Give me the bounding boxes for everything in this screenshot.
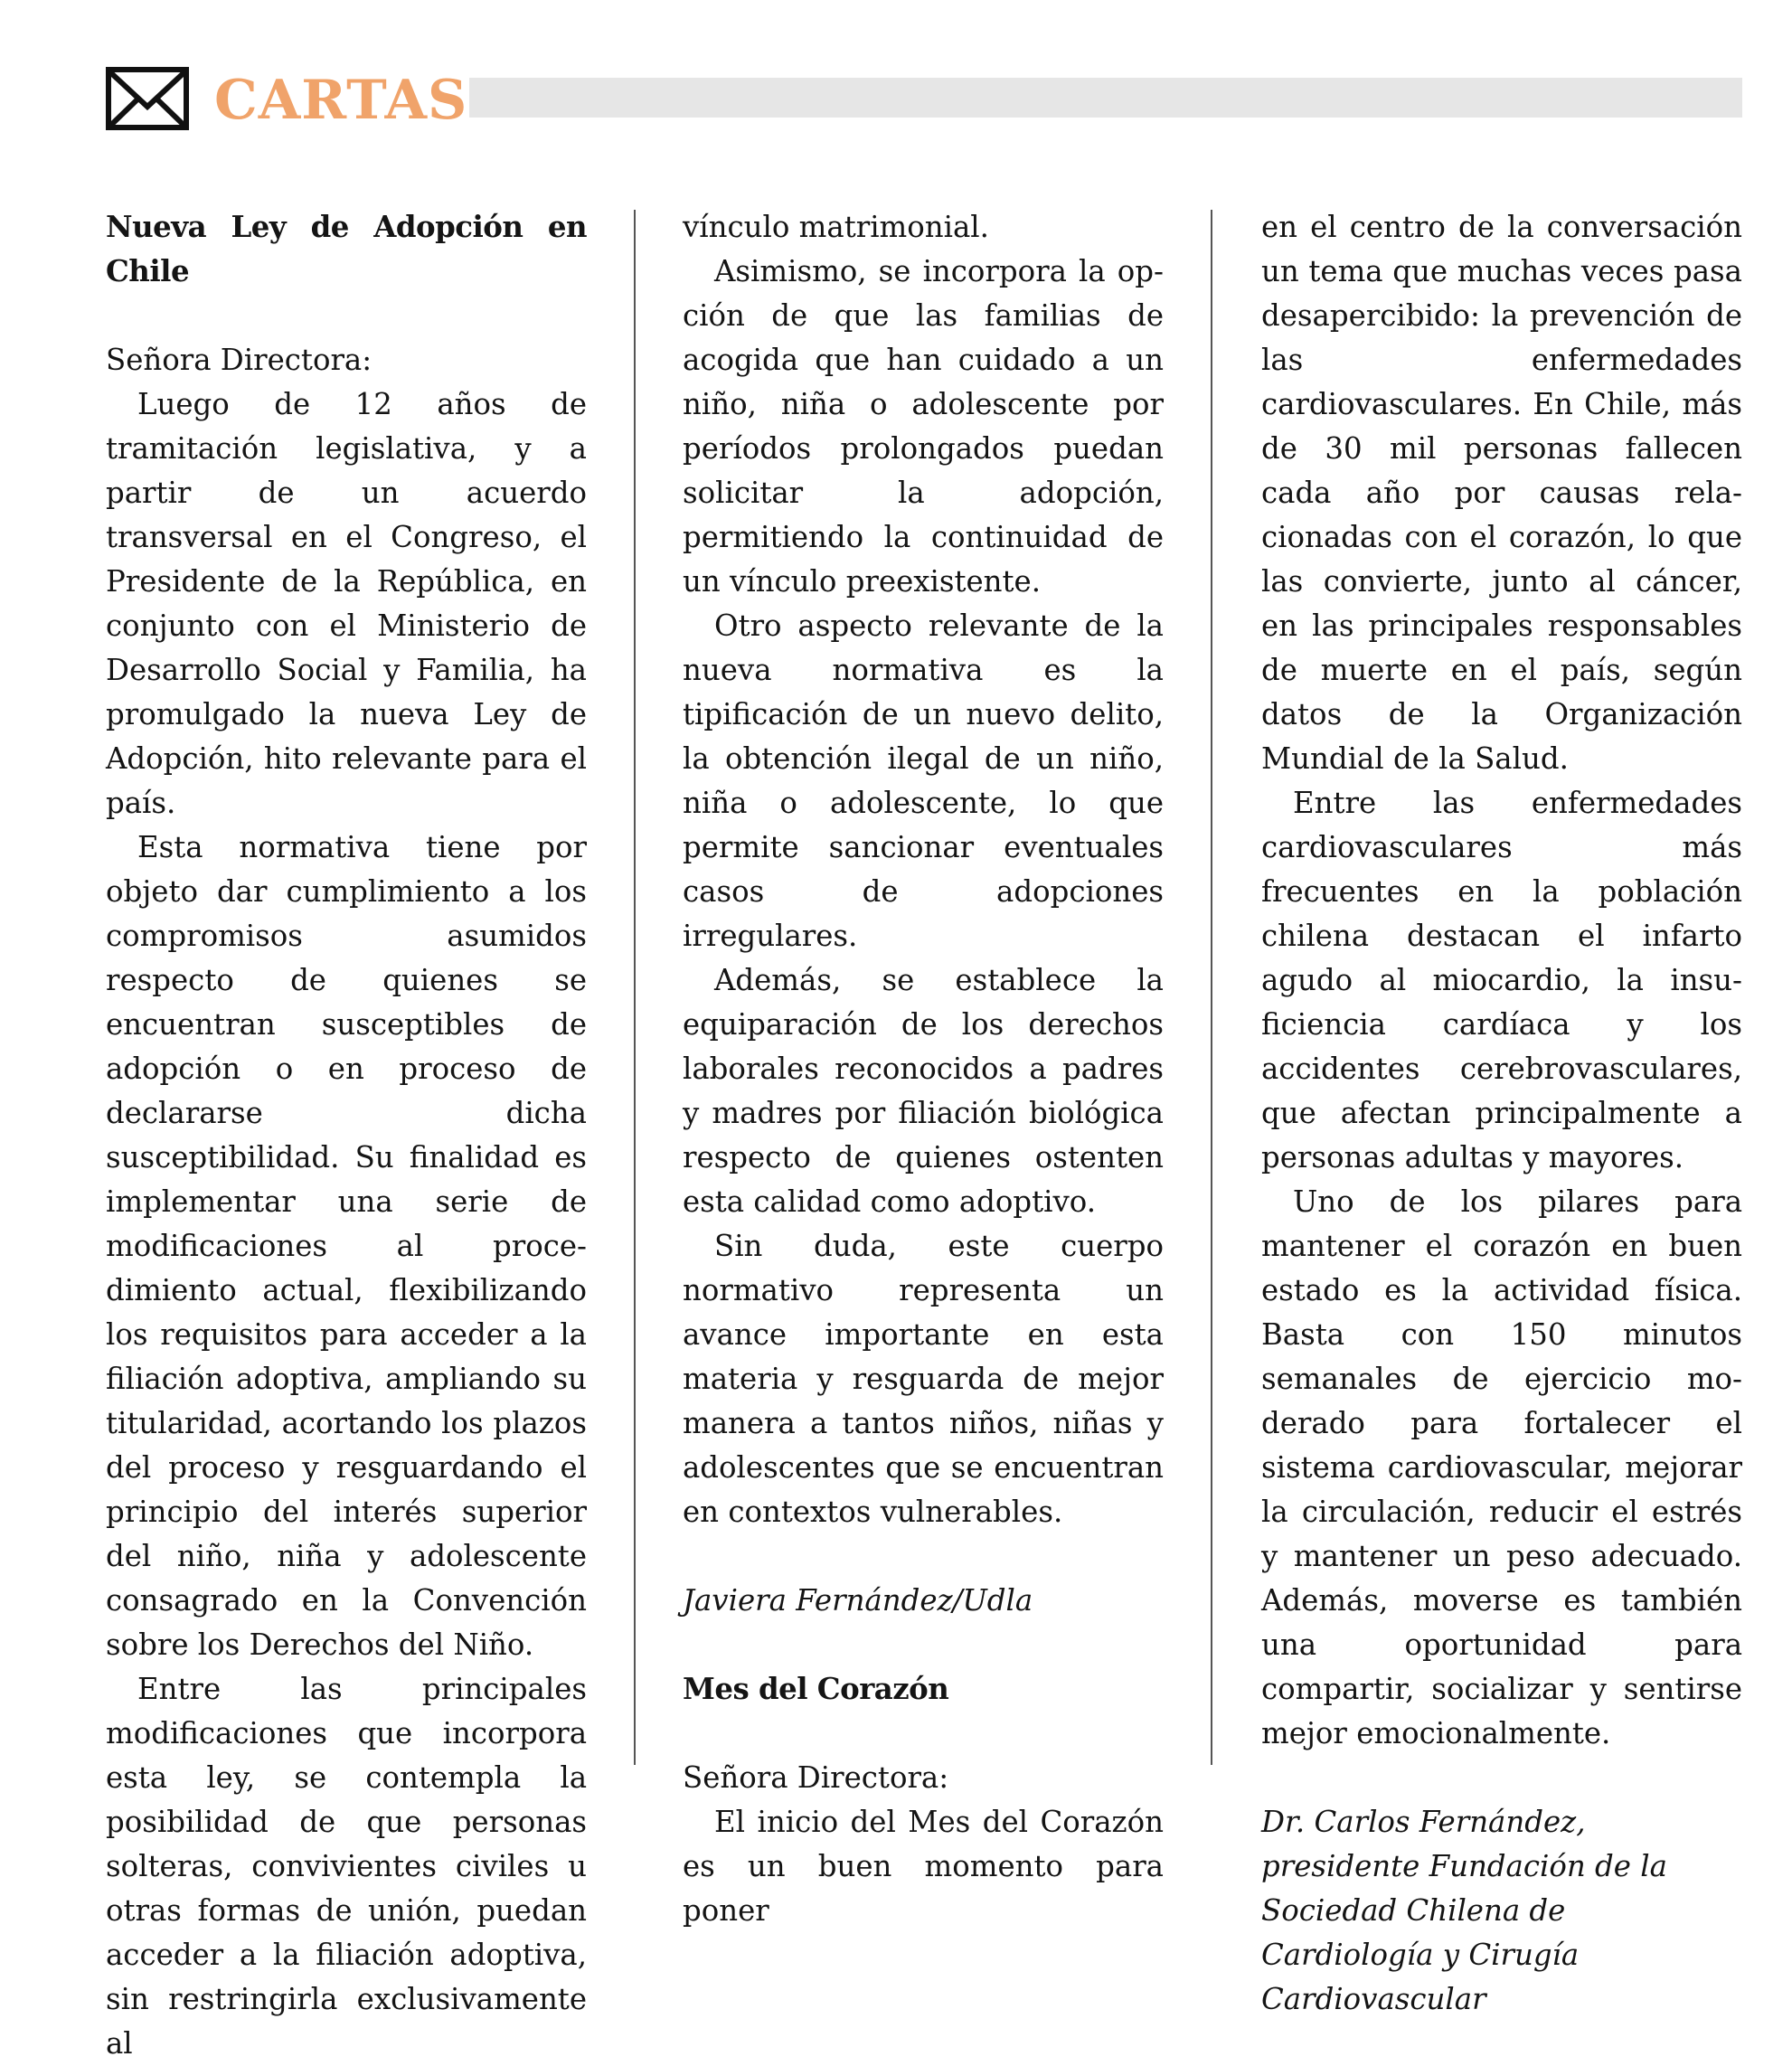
column-3 (1261, 205, 1742, 2016)
letter-heading: Mes del Corazón (683, 1672, 949, 1706)
salutation: Señora Directora: (683, 1760, 949, 1795)
signature: Javiera Fernández/Udla (683, 1583, 1033, 1618)
salutation: Señora Directora: (106, 343, 373, 377)
paragraph: Además, se establece la equiparación de los derechos laborales reconocidos a padres y madres por filiación biológica respecto de quienes ostenten esta calidad como adoptivo. (683, 963, 1164, 1219)
column-1 (106, 205, 587, 2061)
column-2 (683, 205, 1164, 1928)
paragraph: Sin duda, este cuerpo normativo representa un avance importante en esta materia y resguarda de mejor manera a tantos niños, niñas y adolescentes que se encuentran en contextos vulnerables. (683, 1229, 1164, 1529)
paragraph-continued: en el centro de la conversación un tema que muchas veces pasa desapercibido: la prevención de las enfermedades cardiovasculares. En Chile, más de 30 mil personas fallecen cada año por causas relacionadas con el corazón, lo que las convierte, junto al cáncer, en las principales responsables de muerte en el país, según datos de la Organización Mundial de la Salud. (1261, 210, 1742, 776)
section-title: CARTAS (214, 69, 468, 132)
paragraph: Uno de los pilares para mantener el corazón en buen estado es la actividad física. Basta con 150 minutos semanales de ejercicio moderado para fortalecer el sistema cardiovascular, mejorar la circulación, reducir el estrés y mantener un peso adecuado. Además, moverse es también una oportunidad para compartir, socializar y sentirse mejor emocionalmente. (1261, 1184, 1742, 1750)
column-divider (634, 210, 636, 1765)
paragraph: Entre las principales modificaciones que incorpora esta ley, se contempla la posibilidad de que personas solteras, convivientes civiles u otras formas de unión, puedan acceder a la filiación adoptiva, sin restringirla exclusivamente al (106, 1672, 587, 2061)
paragraph: Asimismo, se incorpora la opción de que las familias de acogida que han cuidado a un niño, niña o adolescente por períodos prolongados puedan solicitar la adopción, permitiendo la continuidad de un vínculo preexistente. (683, 254, 1164, 599)
paragraph: El inicio del Mes del Corazón es un buen momento para poner (683, 1805, 1164, 1928)
paragraph: Entre las enfermedades cardiovasculares más frecuentes en la población chilena destacan el infarto agudo al miocardio, la insuficiencia cardíaca y los accidentes cerebrovasculares, que afectan principalmente a personas adultas y mayores. (1261, 786, 1742, 1175)
column-divider (1211, 210, 1212, 1765)
paragraph: Otro aspecto relevante de la nueva normativa es la tipificación de un nuevo delito, la obtención ilegal de un niño, niña o adolescente, lo que permite sancionar eventuales casos de adopciones irregulares. (683, 608, 1164, 953)
section-header (106, 67, 1742, 134)
header-bar (469, 78, 1742, 118)
paragraph: Esta normativa tiene por objeto dar cumplimiento a los compromisos asumidos respecto de quienes se encuentran susceptibles de adopción o en proceso de declararse dicha susceptibilidad. Su finalidad es implementar una serie de modificaciones al procedimiento actual, flexibilizando los requisitos para acceder a la filiación adoptiva, ampliando su titularidad, acortando los plazos del proceso y resguardando el principio del interés superior del niño, niña y adolescente consagrado en la Convención sobre los Derechos del Niño. (106, 830, 587, 1662)
signature: Dr. Carlos Fernández, presidente Fundación de la Sociedad Chilena de Cardiología y Cirugía Cardiovascular (1261, 1805, 1667, 2016)
paragraph-continued: vínculo matrimonial. (683, 210, 989, 244)
envelope-icon (106, 67, 189, 130)
letter-heading: Nueva Ley de Adopción en Chile (106, 210, 587, 288)
paragraph: Luego de 12 años de tramitación legislativa, y a partir de un acuerdo transversal en el Congreso, el Presidente de la República, en conjunto con el Ministerio de Desarrollo Social y Familia, ha promulgado la nueva Ley de Adopción, hito relevante para el país. (106, 387, 587, 820)
